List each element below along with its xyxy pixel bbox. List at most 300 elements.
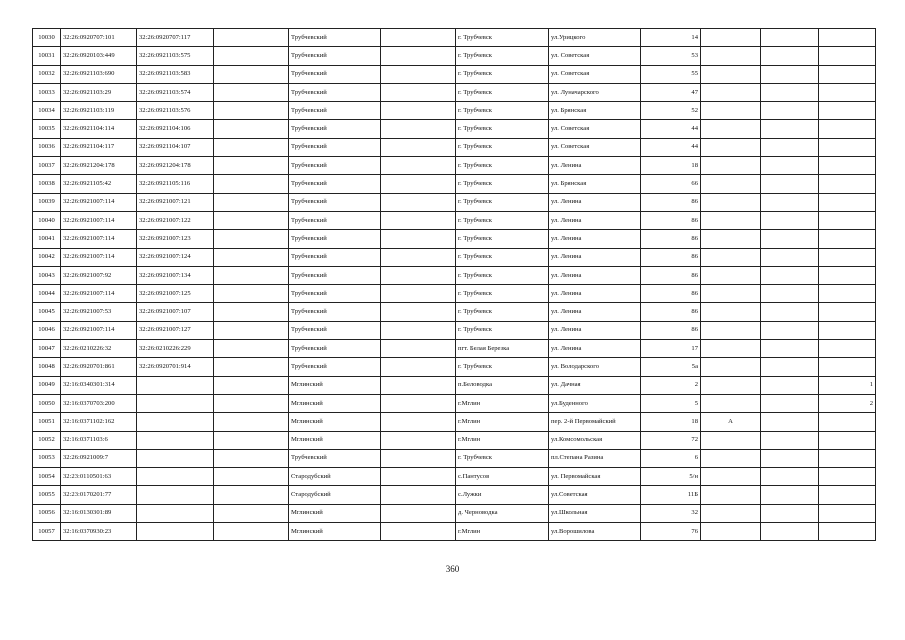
cell-apartment — [819, 523, 876, 541]
cell-apartment — [819, 303, 876, 321]
cell-empty — [381, 193, 456, 211]
cell-district: Трубчевский — [289, 193, 381, 211]
cell-district: Трубчевский — [289, 47, 381, 65]
cell-empty — [381, 431, 456, 449]
cell-district: Стародубский — [289, 486, 381, 504]
cell-cadastral-number-2 — [137, 413, 214, 431]
cell-street: ул. Дачная — [549, 376, 641, 394]
cell-record-number: 10035 — [33, 120, 61, 138]
cell-apartment — [819, 413, 876, 431]
cell-cadastral-number-2: 32:26:0920701:914 — [137, 358, 214, 376]
cell-building — [701, 230, 761, 248]
cell-district: Трубчевский — [289, 83, 381, 101]
cell-empty — [761, 376, 819, 394]
cell-building — [701, 47, 761, 65]
cell-empty — [381, 285, 456, 303]
cell-record-number: 10042 — [33, 248, 61, 266]
cell-record-number: 10046 — [33, 321, 61, 339]
cell-empty — [381, 47, 456, 65]
table-row — [33, 358, 876, 376]
cell-building — [701, 340, 761, 358]
cell-cadastral-number-2: 32:26:0921104:107 — [137, 138, 214, 156]
cell-apartment — [819, 83, 876, 101]
cell-district: Трубчевский — [289, 248, 381, 266]
cell-building — [701, 394, 761, 412]
cell-cadastral-number-2 — [137, 449, 214, 467]
cell-building — [701, 193, 761, 211]
cell-street: ул. Ленина — [549, 248, 641, 266]
cell-empty — [381, 29, 456, 47]
cell-apartment — [819, 120, 876, 138]
cell-apartment — [819, 266, 876, 284]
cell-empty — [381, 230, 456, 248]
cell-settlement: г. Трубчевск — [456, 449, 549, 467]
cell-building: А — [701, 413, 761, 431]
cell-record-number: 10041 — [33, 230, 61, 248]
table-row — [33, 340, 876, 358]
cell-empty — [761, 394, 819, 412]
cell-building — [701, 120, 761, 138]
cell-building — [701, 468, 761, 486]
cell-settlement: г. Трубчевск — [456, 230, 549, 248]
cell-settlement: г. Трубчевск — [456, 175, 549, 193]
cell-building — [701, 266, 761, 284]
cell-settlement: п.Беловодка — [456, 376, 549, 394]
cell-street: ул.Комсомольская — [549, 431, 641, 449]
cell-cadastral-number-2: 32:26:0921103:583 — [137, 65, 214, 83]
table-body — [33, 29, 876, 541]
cell-apartment: 1 — [819, 376, 876, 394]
cell-settlement: г. Трубчевск — [456, 211, 549, 229]
cell-apartment — [819, 449, 876, 467]
cell-cadastral-number-2 — [137, 523, 214, 541]
cell-empty — [381, 248, 456, 266]
cell-record-number: 10045 — [33, 303, 61, 321]
cell-record-number: 10050 — [33, 394, 61, 412]
cell-street: ул. Первомайская — [549, 468, 641, 486]
cell-cadastral-number-2: 32:26:0921007:107 — [137, 303, 214, 321]
table-row — [33, 486, 876, 504]
cell-empty — [381, 266, 456, 284]
cell-street: ул.Ворошилова — [549, 523, 641, 541]
cell-house-number: 86 — [641, 211, 701, 229]
cell-building — [701, 321, 761, 339]
cell-empty — [761, 303, 819, 321]
cell-cadastral-number: 32:23:0110501:63 — [61, 468, 137, 486]
cell-empty — [214, 468, 289, 486]
cell-settlement: г. Трубчевск — [456, 193, 549, 211]
cell-cadastral-number: 32:23:0170201:77 — [61, 486, 137, 504]
cell-house-number: 55 — [641, 65, 701, 83]
cell-house-number: 32 — [641, 504, 701, 522]
cell-empty — [381, 102, 456, 120]
cell-apartment — [819, 468, 876, 486]
cell-street: ул. Ленина — [549, 157, 641, 175]
cell-settlement: г. Трубчевск — [456, 266, 549, 284]
cell-apartment: 2 — [819, 394, 876, 412]
cell-building — [701, 449, 761, 467]
cell-cadastral-number-2 — [137, 504, 214, 522]
cell-record-number: 10056 — [33, 504, 61, 522]
cell-settlement: г. Трубчевск — [456, 120, 549, 138]
cell-empty — [761, 266, 819, 284]
cell-empty — [381, 303, 456, 321]
cell-house-number: 5 — [641, 394, 701, 412]
cell-cadastral-number-2 — [137, 394, 214, 412]
cell-empty — [761, 504, 819, 522]
cell-street: ул. Ленина — [549, 230, 641, 248]
cell-empty — [381, 523, 456, 541]
table-row — [33, 321, 876, 339]
cell-cadastral-number-2: 32:26:0921007:125 — [137, 285, 214, 303]
cell-house-number: 53 — [641, 47, 701, 65]
cell-apartment — [819, 340, 876, 358]
cell-street: пл.Степана Разина — [549, 449, 641, 467]
cell-empty — [381, 65, 456, 83]
cell-apartment — [819, 47, 876, 65]
cell-cadastral-number-2: 32:26:0921103:575 — [137, 47, 214, 65]
cell-empty — [761, 358, 819, 376]
cell-building — [701, 486, 761, 504]
cell-record-number: 10030 — [33, 29, 61, 47]
cell-empty — [761, 83, 819, 101]
cell-empty — [381, 211, 456, 229]
cell-empty — [761, 248, 819, 266]
cell-empty — [381, 376, 456, 394]
cell-building — [701, 523, 761, 541]
table-row — [33, 266, 876, 284]
cell-empty — [214, 102, 289, 120]
cell-building — [701, 376, 761, 394]
cell-empty — [761, 486, 819, 504]
cell-building — [701, 431, 761, 449]
table-row — [33, 248, 876, 266]
cell-settlement: г. Трубчевск — [456, 138, 549, 156]
cell-cadastral-number: 32:16:0371103:6 — [61, 431, 137, 449]
cell-cadastral-number: 32:16:0370930:23 — [61, 523, 137, 541]
cell-cadastral-number: 32:26:0210226:32 — [61, 340, 137, 358]
cell-cadastral-number-2 — [137, 468, 214, 486]
cell-record-number: 10037 — [33, 157, 61, 175]
cell-empty — [214, 47, 289, 65]
cell-record-number: 10031 — [33, 47, 61, 65]
cell-cadastral-number-2: 32:26:0921007:123 — [137, 230, 214, 248]
cell-empty — [381, 413, 456, 431]
table-row — [33, 376, 876, 394]
cell-district: Трубчевский — [289, 303, 381, 321]
cell-empty — [214, 248, 289, 266]
table-row — [33, 523, 876, 541]
cell-street: ул. Советская — [549, 120, 641, 138]
cell-apartment — [819, 65, 876, 83]
cell-apartment — [819, 157, 876, 175]
cell-street: ул. Советская — [549, 65, 641, 83]
table-row — [33, 394, 876, 412]
cell-cadastral-number: 32:16:0371102:162 — [61, 413, 137, 431]
cell-empty — [214, 394, 289, 412]
cell-settlement: г. Трубчевск — [456, 303, 549, 321]
table-row — [33, 120, 876, 138]
cell-cadastral-number: 32:26:0921009:7 — [61, 449, 137, 467]
cell-cadastral-number: 32:26:0920103:449 — [61, 47, 137, 65]
cell-street: пер. 2-й Первомайский — [549, 413, 641, 431]
cell-cadastral-number-2: 32:26:0921104:106 — [137, 120, 214, 138]
table-row — [33, 211, 876, 229]
cell-apartment — [819, 230, 876, 248]
cell-district: Трубчевский — [289, 138, 381, 156]
cell-empty — [214, 431, 289, 449]
cell-empty — [761, 102, 819, 120]
cell-district: Мглинский — [289, 376, 381, 394]
cell-cadastral-number-2 — [137, 376, 214, 394]
cell-house-number: 11Б — [641, 486, 701, 504]
cell-settlement: г.Мглин — [456, 413, 549, 431]
cell-house-number: 86 — [641, 303, 701, 321]
cell-cadastral-number-2 — [137, 431, 214, 449]
cell-empty — [214, 83, 289, 101]
cell-street: ул. Володарского — [549, 358, 641, 376]
cell-cadastral-number: 32:16:0130301:89 — [61, 504, 137, 522]
table-row — [33, 47, 876, 65]
cell-cadastral-number: 32:26:0921007:114 — [61, 230, 137, 248]
cell-empty — [214, 211, 289, 229]
cell-empty — [761, 285, 819, 303]
cell-empty — [381, 358, 456, 376]
cell-cadastral-number: 32:26:0921103:29 — [61, 83, 137, 101]
cell-building — [701, 83, 761, 101]
cell-cadastral-number: 32:26:0921007:53 — [61, 303, 137, 321]
cell-apartment — [819, 358, 876, 376]
cell-house-number: 72 — [641, 431, 701, 449]
cell-house-number: 66 — [641, 175, 701, 193]
cell-cadastral-number: 32:26:0921007:114 — [61, 285, 137, 303]
cell-district: Трубчевский — [289, 321, 381, 339]
cell-cadastral-number-2: 32:26:0921007:134 — [137, 266, 214, 284]
cell-street: ул. Луначарского — [549, 83, 641, 101]
cell-cadastral-number-2: 32:26:0921204:178 — [137, 157, 214, 175]
cell-empty — [761, 468, 819, 486]
cell-building — [701, 29, 761, 47]
cell-house-number: 86 — [641, 321, 701, 339]
cell-empty — [214, 266, 289, 284]
cell-empty — [214, 157, 289, 175]
cell-settlement: г. Трубчевск — [456, 157, 549, 175]
page-number: 360 — [445, 564, 460, 574]
table-row — [33, 431, 876, 449]
cell-building — [701, 358, 761, 376]
cell-building — [701, 211, 761, 229]
cell-house-number: 5а — [641, 358, 701, 376]
cell-cadastral-number-2: 32:26:0921103:576 — [137, 102, 214, 120]
cell-street: ул.Советская — [549, 486, 641, 504]
cell-settlement: г. Трубчевск — [456, 285, 549, 303]
cell-district: Трубчевский — [289, 211, 381, 229]
cell-district: Трубчевский — [289, 340, 381, 358]
cell-cadastral-number-2: 32:26:0921007:122 — [137, 211, 214, 229]
cell-district: Трубчевский — [289, 358, 381, 376]
cell-cadastral-number: 32:26:0921007:114 — [61, 248, 137, 266]
table-row — [33, 449, 876, 467]
cell-empty — [381, 138, 456, 156]
cell-empty — [381, 120, 456, 138]
table-row — [33, 230, 876, 248]
cell-settlement: г. Трубчевск — [456, 65, 549, 83]
cell-empty — [214, 29, 289, 47]
cell-cadastral-number: 32:26:0921007:92 — [61, 266, 137, 284]
cell-cadastral-number-2 — [137, 486, 214, 504]
cell-street: ул. Ленина — [549, 285, 641, 303]
cell-record-number: 10033 — [33, 83, 61, 101]
cell-district: Трубчевский — [289, 175, 381, 193]
cell-settlement: г. Трубчевск — [456, 47, 549, 65]
cell-record-number: 10039 — [33, 193, 61, 211]
cell-district: Трубчевский — [289, 120, 381, 138]
table-row — [33, 83, 876, 101]
cell-empty — [761, 47, 819, 65]
cell-district: Мглинский — [289, 394, 381, 412]
cell-empty — [214, 376, 289, 394]
cell-cadastral-number: 32:26:0921104:114 — [61, 120, 137, 138]
table-row — [33, 504, 876, 522]
cell-house-number: 86 — [641, 248, 701, 266]
cell-record-number: 10047 — [33, 340, 61, 358]
cell-empty — [214, 230, 289, 248]
cell-district: Мглинский — [289, 504, 381, 522]
cell-house-number: 2 — [641, 376, 701, 394]
cell-empty — [381, 504, 456, 522]
cell-street: ул. Советская — [549, 47, 641, 65]
cell-cadastral-number: 32:26:0921104:117 — [61, 138, 137, 156]
cell-empty — [381, 340, 456, 358]
cell-street: ул. Брянская — [549, 102, 641, 120]
cell-empty — [214, 285, 289, 303]
cell-district: Трубчевский — [289, 102, 381, 120]
cell-settlement: г. Трубчевск — [456, 29, 549, 47]
cell-district: Трубчевский — [289, 230, 381, 248]
cell-cadastral-number: 32:26:0920707:101 — [61, 29, 137, 47]
cell-empty — [214, 193, 289, 211]
cell-street: ул. Ленина — [549, 303, 641, 321]
cell-building — [701, 285, 761, 303]
cell-empty — [761, 523, 819, 541]
cell-cadastral-number-2: 32:26:0921007:127 — [137, 321, 214, 339]
cell-district: Трубчевский — [289, 266, 381, 284]
cell-district: Трубчевский — [289, 157, 381, 175]
cell-empty — [381, 486, 456, 504]
cell-building — [701, 175, 761, 193]
cell-building — [701, 138, 761, 156]
cell-cadastral-number-2: 32:26:0210226:229 — [137, 340, 214, 358]
cell-record-number: 10048 — [33, 358, 61, 376]
table-row — [33, 138, 876, 156]
cell-empty — [214, 303, 289, 321]
cell-empty — [214, 358, 289, 376]
cell-building — [701, 303, 761, 321]
cell-house-number: 44 — [641, 138, 701, 156]
cell-house-number: 18 — [641, 413, 701, 431]
cell-empty — [761, 321, 819, 339]
cell-settlement: с.Лужки — [456, 486, 549, 504]
cell-empty — [214, 523, 289, 541]
cell-record-number: 10049 — [33, 376, 61, 394]
cell-empty — [214, 449, 289, 467]
table-row — [33, 157, 876, 175]
cell-apartment — [819, 431, 876, 449]
cell-cadastral-number-2: 32:26:0921007:124 — [137, 248, 214, 266]
cell-cadastral-number: 32:26:0921007:114 — [61, 321, 137, 339]
cell-empty — [761, 65, 819, 83]
cell-cadastral-number: 32:26:0921105:42 — [61, 175, 137, 193]
cell-settlement: пгт. Белая Березка — [456, 340, 549, 358]
cell-empty — [761, 193, 819, 211]
cell-street: ул. Брянская — [549, 175, 641, 193]
table-row — [33, 468, 876, 486]
cell-empty — [381, 157, 456, 175]
cell-street: ул. Ленина — [549, 211, 641, 229]
cell-empty — [214, 175, 289, 193]
cell-district: Стародубский — [289, 468, 381, 486]
cell-cadastral-number: 32:16:0370703:200 — [61, 394, 137, 412]
cell-house-number: 86 — [641, 230, 701, 248]
cell-empty — [214, 120, 289, 138]
cell-apartment — [819, 29, 876, 47]
cell-apartment — [819, 285, 876, 303]
cell-settlement: г. Трубчевск — [456, 248, 549, 266]
cell-house-number: 18 — [641, 157, 701, 175]
cell-empty — [214, 65, 289, 83]
cell-record-number: 10038 — [33, 175, 61, 193]
cell-district: Мглинский — [289, 523, 381, 541]
cell-empty — [214, 486, 289, 504]
cell-cadastral-number-2: 32:26:0920707:117 — [137, 29, 214, 47]
cell-cadastral-number: 32:26:0921204:178 — [61, 157, 137, 175]
cell-empty — [381, 321, 456, 339]
cell-house-number: 5/н — [641, 468, 701, 486]
cell-street: ул. Советская — [549, 138, 641, 156]
cell-empty — [761, 449, 819, 467]
cell-district: Трубчевский — [289, 29, 381, 47]
cell-record-number: 10044 — [33, 285, 61, 303]
cell-house-number: 86 — [641, 193, 701, 211]
cell-apartment — [819, 138, 876, 156]
cell-apartment — [819, 321, 876, 339]
cell-house-number: 6 — [641, 449, 701, 467]
cell-settlement: г. Трубчевск — [456, 321, 549, 339]
cell-record-number: 10055 — [33, 486, 61, 504]
cell-record-number: 10034 — [33, 102, 61, 120]
cell-house-number: 44 — [641, 120, 701, 138]
cell-cadastral-number: 32:16:0340301:314 — [61, 376, 137, 394]
cell-record-number: 10051 — [33, 413, 61, 431]
cell-empty — [381, 468, 456, 486]
cell-street: ул.Урицкого — [549, 29, 641, 47]
cell-empty — [214, 413, 289, 431]
cell-empty — [761, 157, 819, 175]
cell-settlement: с.Пантусов — [456, 468, 549, 486]
table-row — [33, 285, 876, 303]
cell-empty — [214, 504, 289, 522]
cell-record-number: 10043 — [33, 266, 61, 284]
cell-street: ул.Буденного — [549, 394, 641, 412]
cell-empty — [761, 175, 819, 193]
table-row — [33, 102, 876, 120]
cell-settlement: д. Черноводка — [456, 504, 549, 522]
cell-settlement: г. Трубчевск — [456, 358, 549, 376]
cell-cadastral-number: 32:26:0921007:114 — [61, 193, 137, 211]
cell-empty — [381, 449, 456, 467]
cell-district: Трубчевский — [289, 65, 381, 83]
cell-street: ул.Школьная — [549, 504, 641, 522]
